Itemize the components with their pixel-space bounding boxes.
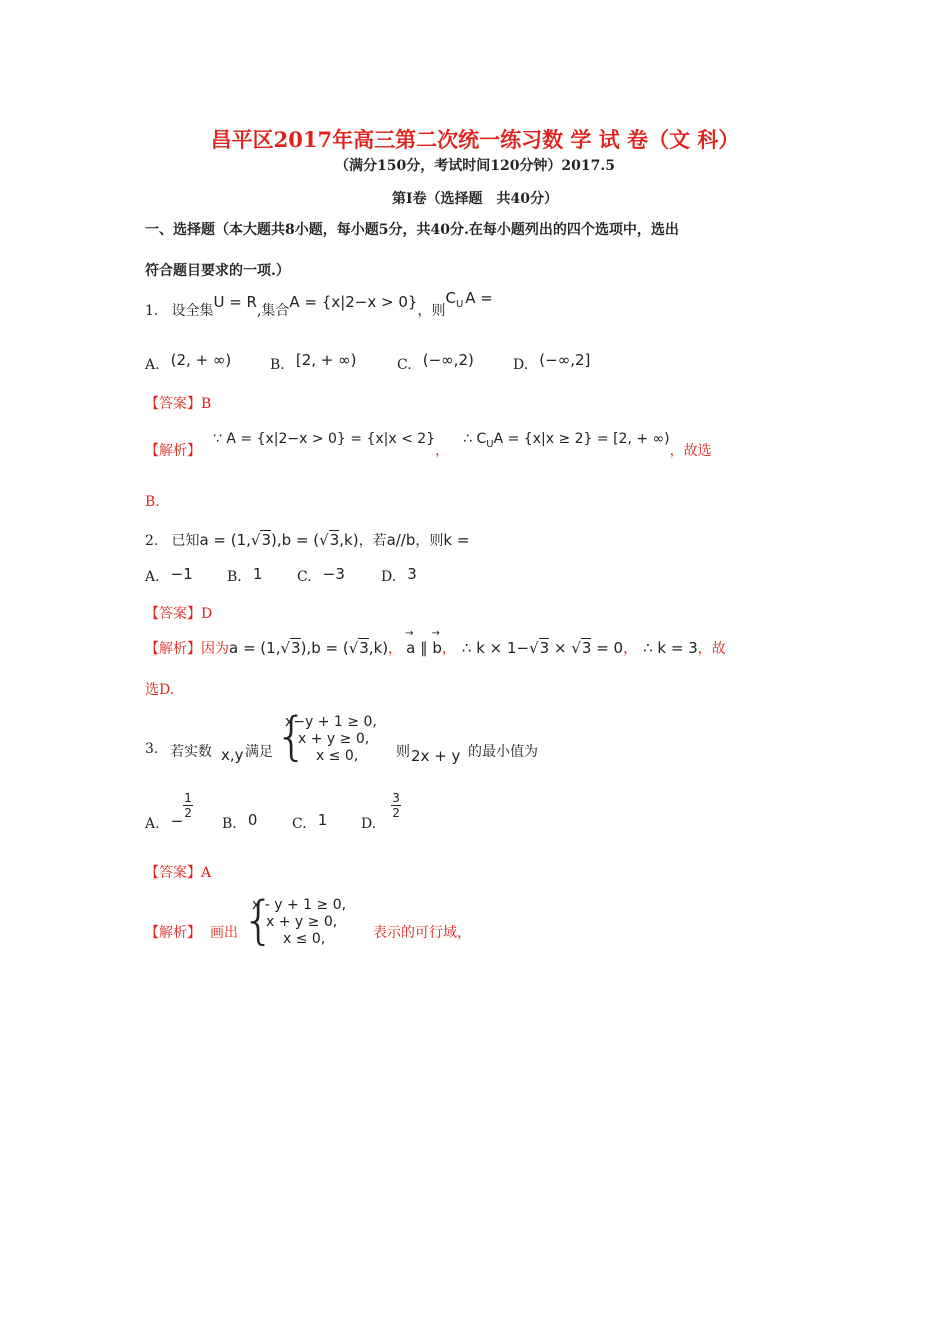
options-q1 xyxy=(145,351,232,373)
brace: { xyxy=(242,891,276,951)
answer-q1: 【答案】B xyxy=(145,396,212,412)
options-q1 xyxy=(270,351,357,373)
question-2 xyxy=(145,530,469,550)
constraint: x−y + 1 ≥ 0, xyxy=(285,714,377,730)
math-expr: A = {x|2−x > 0} xyxy=(289,293,418,311)
options-q1 xyxy=(397,351,474,373)
option-value: 0 xyxy=(247,811,258,829)
section-heading: 第Ⅰ卷（选择题 共40分） xyxy=(391,191,559,207)
option-letter: B. xyxy=(222,816,237,832)
option-value: 1 xyxy=(317,811,328,829)
math-expr: ∴ k × 1−√3 × √3 = 0 xyxy=(461,639,624,657)
constraint-system xyxy=(285,714,381,765)
question-text: 的最小值为 xyxy=(468,744,538,760)
math-expr: 2x + y xyxy=(411,747,461,765)
analysis-label: 【解析】 xyxy=(145,925,201,941)
question-number: 3. xyxy=(145,741,159,757)
options-q2 xyxy=(297,566,345,585)
options-q2 xyxy=(227,566,262,585)
constraint: x ≤ 0, xyxy=(283,931,326,947)
option-value: (−∞,2) xyxy=(422,351,474,369)
constraint: x + y ≥ 0, xyxy=(266,914,338,930)
math-expr: a = (1,√3),b = (√3,k) xyxy=(199,531,359,549)
option-value: 3 xyxy=(407,565,417,583)
option-letter: C. xyxy=(397,357,412,373)
brace: { xyxy=(275,707,309,767)
analysis-label: 【解析】 xyxy=(145,443,201,459)
question-1 xyxy=(145,289,493,322)
analysis-text: 画出 xyxy=(210,925,238,941)
analysis-text: ，故 xyxy=(697,641,726,657)
constraint-system xyxy=(252,897,367,948)
analysis-q2-end: 选D. xyxy=(145,682,175,698)
constraint: x + y ≥ 0, xyxy=(298,731,370,747)
analysis-text: ， xyxy=(388,641,403,657)
options-q2 xyxy=(145,566,193,585)
math-expr: $C_U$ A = xyxy=(445,289,493,310)
answer-q3: 【答案】A xyxy=(145,865,212,881)
question-text: ，则 xyxy=(415,533,444,549)
options-q3 xyxy=(222,813,257,832)
question-number: 2. xyxy=(145,533,159,549)
option-value: (−∞,2] xyxy=(539,351,591,369)
question-text: 设全集 xyxy=(171,303,214,319)
option-letter: A. xyxy=(145,357,160,373)
question-text: ，则 xyxy=(417,303,446,319)
option-fraction: $\frac{3}{2}$ xyxy=(392,791,400,820)
option-value: [2, + ∞) xyxy=(295,351,357,369)
option-letter: D. xyxy=(361,816,377,832)
option-letter: B. xyxy=(227,569,242,585)
question-text: ，若 xyxy=(358,533,387,549)
instructions-line-1: 一、选择题（本大题共8小题，每小题5分，共40分.在每小题列出的四个选项中，选出 xyxy=(145,222,679,238)
question-text: 则 xyxy=(396,744,410,760)
math-expr: ∴ $C_UA = \{x|x \ge 2\} = [2$, + ∞) xyxy=(463,431,670,450)
option-value: (2, + ∞) xyxy=(170,351,232,369)
option-letter: D. xyxy=(381,569,397,585)
question-text: ,集合 xyxy=(256,303,290,319)
question-number: 1. xyxy=(145,303,159,319)
option-value: −1 xyxy=(170,565,193,583)
analysis-text: ，故选 xyxy=(669,443,712,459)
question-text: 满足 xyxy=(245,744,273,760)
option-letter: D. xyxy=(513,357,529,373)
math-expr: a = (1,√3),b = (√3,k) xyxy=(229,639,389,657)
analysis-q1-end: B. xyxy=(145,494,160,510)
exam-info: （满分150分，考试时间120分钟）2017.5 xyxy=(334,158,616,174)
option-letter: B. xyxy=(270,357,285,373)
answer-q2: 【答案】D xyxy=(145,606,213,622)
instructions-line-2: 符合题目要求的一项.） xyxy=(145,263,290,279)
option-value: 1 xyxy=(252,565,263,583)
analysis-text: ， xyxy=(623,641,638,657)
option-letter: A. xyxy=(145,816,160,832)
options-q3 xyxy=(361,791,401,832)
analysis-q1 xyxy=(145,431,712,462)
math-expr: U = R xyxy=(213,293,257,311)
options-q3 xyxy=(292,813,327,832)
math-expr: ∴ k = 3 xyxy=(643,639,698,657)
page-title: 昌平区2017年高三第二次统一练习数 学 试 卷（文 科） xyxy=(210,127,740,152)
analysis-text: ， xyxy=(441,641,456,657)
analysis-text: 因为 xyxy=(201,641,229,657)
option-fraction: $\frac{1}{2}$ xyxy=(184,791,192,820)
math-expr: x,y xyxy=(221,746,244,764)
option-value: −3 xyxy=(322,565,345,583)
analysis-text: 表示的可行域， xyxy=(373,925,471,941)
analysis-text: ， xyxy=(435,443,450,459)
math-expr: ∵ A = {x|2−x > 0} = {x|x < 2} xyxy=(213,431,436,447)
math-expr: a//b xyxy=(386,531,416,549)
option-letter: C. xyxy=(292,816,307,832)
analysis-label: 【解析】 xyxy=(145,641,201,657)
option-sign: − xyxy=(170,812,184,830)
option-letter: C. xyxy=(297,569,312,585)
options-q3 xyxy=(145,791,193,832)
question-text: 若实数 xyxy=(170,744,212,760)
math-expr: k = xyxy=(443,531,470,549)
options-q2 xyxy=(381,566,417,585)
option-letter: A. xyxy=(145,569,160,585)
constraint: x - y + 1 ≥ 0, xyxy=(252,897,347,913)
constraint: x ≤ 0, xyxy=(316,748,359,764)
options-q1 xyxy=(513,351,591,373)
analysis-q2 xyxy=(145,638,726,658)
question-text: 已知 xyxy=(171,533,200,549)
math-expr: → a ∥ → b xyxy=(406,639,442,657)
